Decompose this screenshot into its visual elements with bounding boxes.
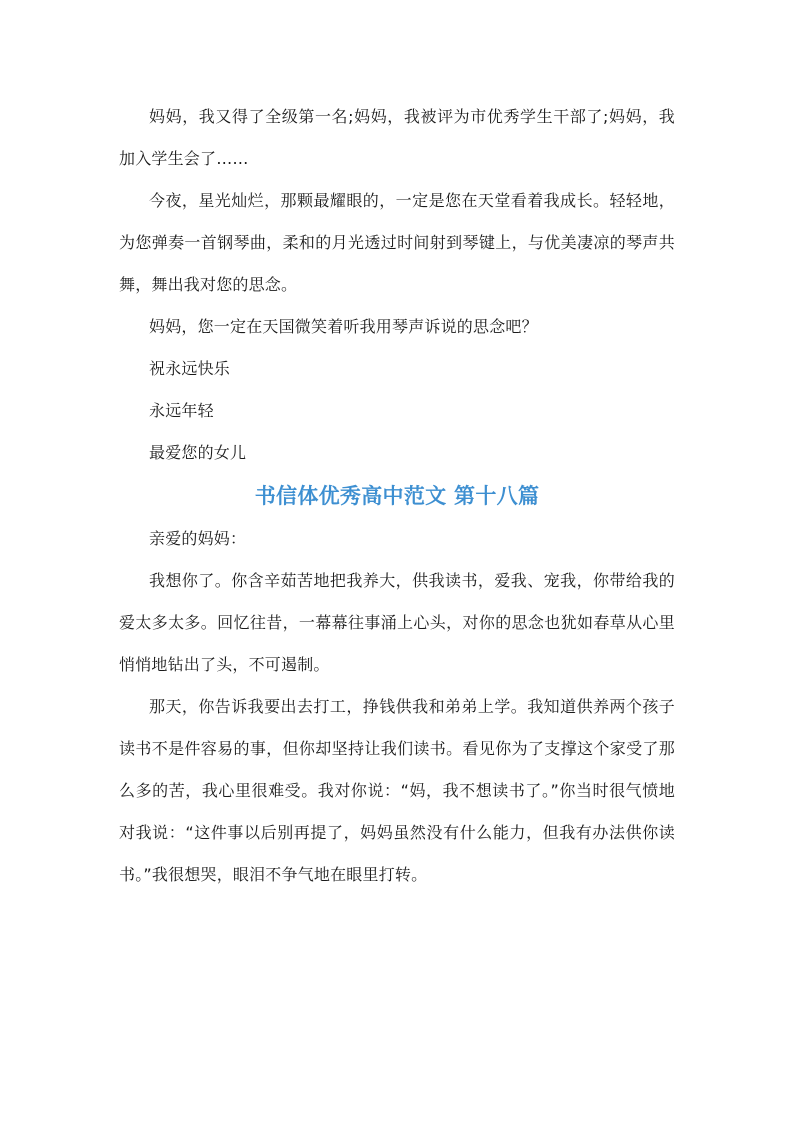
body-paragraph: 我想你了。你含辛茹苦地把我养大，供我读书，爱我、宠我，你带给我的爱太多太多。回忆往昔，一幕幕往事涌上心头，对你的思念也犹如春草从心里悄悄地钻出了头，不可遏制。 xyxy=(119,571,675,674)
document-content xyxy=(119,96,675,896)
closing-line: 永远年轻 xyxy=(149,401,214,420)
body-paragraph: 妈妈，您一定在天国微笑着听我用琴声诉说的思念吧？ xyxy=(149,317,538,336)
body-paragraph: 妈妈，我又得了全级第一名;妈妈，我被评为市优秀学生干部了;妈妈，我加入学生会了…… xyxy=(119,107,675,168)
body-paragraph: 那天，你告诉我要出去打工，挣钱供我和弟弟上学。我知道供养两个孩子读书不是件容易的事，但你却坚持让我们读书。看见你为了支撑这个家受了那么多的苦，我心里很难受。我对你说：“妈，我不想读书了。”你当时很气愤地对我说：“这件事以后别再提了，妈妈虽然没有什么能力，但我有办法供你读书。”我很想哭，眼泪不争气地在眼里打转。 xyxy=(119,697,675,884)
closing-line: 祝永远快乐 xyxy=(149,359,231,378)
section-heading: 书信体优秀高中范文 第十八篇 xyxy=(254,484,540,508)
body-paragraph: 今夜，星光灿烂，那颗最耀眼的，一定是您在天堂看着我成长。轻轻地，为您弹奏一首钢琴曲，柔和的月光透过时间射到琴键上，与优美凄凉的琴声共舞，舞出我对您的思念。 xyxy=(119,191,675,294)
salutation: 亲爱的妈妈： xyxy=(149,529,247,548)
signature-line: 最爱您的女儿 xyxy=(149,443,247,462)
